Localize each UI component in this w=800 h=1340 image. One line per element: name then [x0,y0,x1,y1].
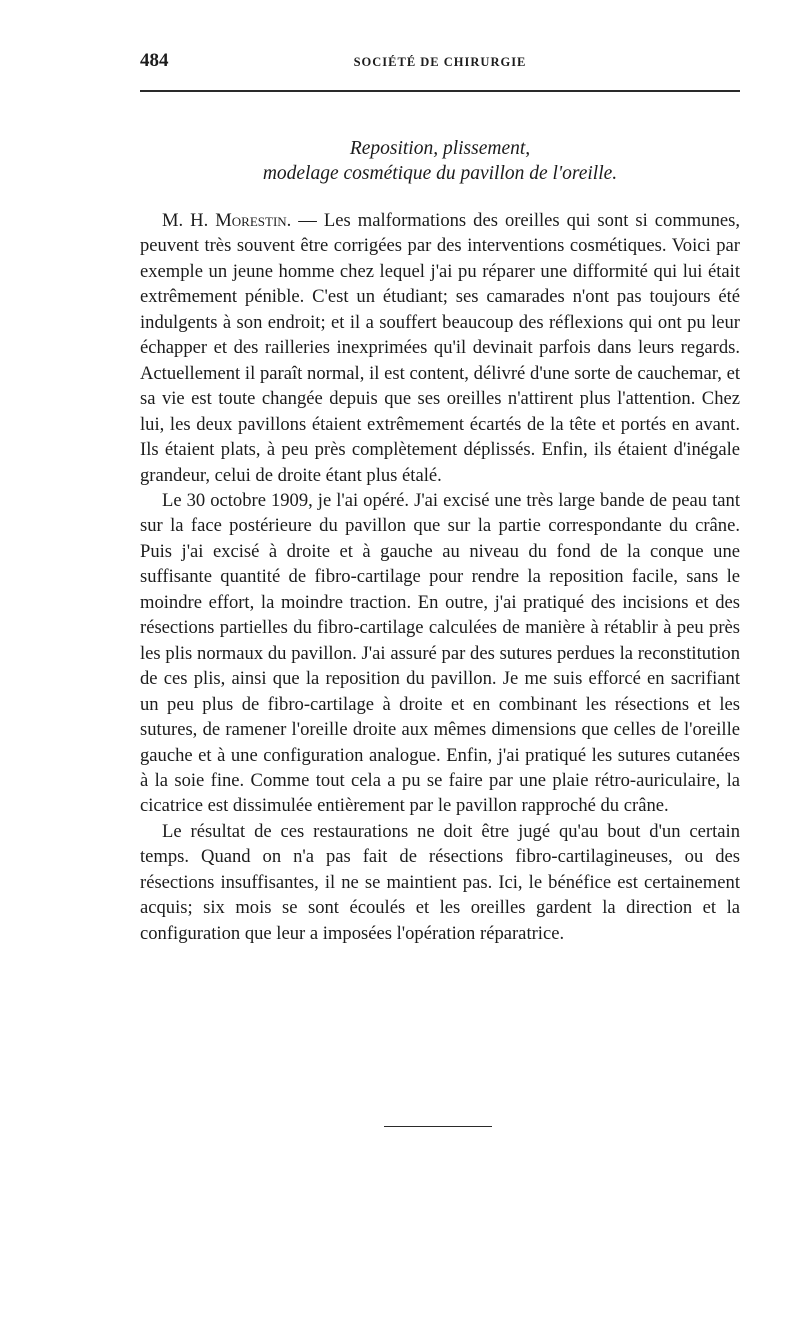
article-title-line-2: modelage cosmétique du pavillon de l'oreille. [262,163,618,184]
article-title [140,136,740,186]
author-name: M. H. Morestin. [162,210,292,231]
header-rule [140,90,740,92]
closing-rule [384,1126,492,1127]
running-head [140,50,740,84]
article-body [140,208,740,946]
paragraph-3: Le résultat de ces restaurations ne doit être jugé qu'au bout d'un certain temps. Quand on n'a pas fait de résections fibro-cartilagineuses, ou des résections insuffisantes, il ne se maintient pas. Ici, le bénéfice est certainement acquis; six mois se sont écoulés et les oreilles gardent la direction et la configuration que leur a imposées l'opération réparatrice. [140,820,740,944]
page-number: 484 [140,50,169,71]
paragraph-1-text: — Les malformations des oreilles qui sont si communes, peuvent très souvent être corrigées par des interventions cosmétiques. Voici par exemple un jeune homme chez lequel j'ai pu réparer une difformité qui lui était extrêmement pénible. C'est un étudiant; ses camarades n'ont pas toujours été indulgents à son endroit; et il a souffert beaucoup des réflexions qui ont pu leur échapper et des railleries inexprimées qu'il devinait parfois dans leurs regards. Actuellement il paraît normal, il est content, délivré d'une sorte de cauchemar, et sa vie est toute changée depuis que ses oreilles n'attirent plus l'attention. Chez lui, les deux pavillons étaient extrêmement écartés de la tête et portés en avant. Ils étaient plats, à peu près complètement déplissés. Enfin, ils étaient d'inégale grandeur, celui de droite étant plus étalé. [140,210,740,486]
paragraph-2: Le 30 octobre 1909, je l'ai opéré. J'ai excisé une très large bande de peau tant sur la face postérieure du pavillon que sur la partie correspondante du crâne. Puis j'ai excisé à droite et à gauche au niveau du fond de la conque une suffisante quantité de fibro-cartilage pour rendre la reposition facile, sans le moindre effort, la moindre traction. En outre, j'ai pratiqué des incisions et des résections partielles du fibro-cartilage calculées de manière à rétablir à peu près les plis normaux du pavillon. J'ai assuré par des sutures perdues la reconstitution de ces plis, ainsi que la reposition du pavillon. Je me suis efforcé en sacrifiant un peu plus de fibro-cartilage à droite et en combinant les résections et les sutures, de ramener l'oreille droite aux mêmes dimensions que celles de l'oreille gauche et à une configuration analogue. Enfin, j'ai pratiqué les sutures cutanées à la soie fine. Comme tout cela a pu se faire par une plaie rétro-auriculaire, la cicatrice est dissimulée entièrement par le pavillon rapproché du crâne. [140,489,740,817]
paragraph-1 [140,208,740,488]
journal-title: SOCIÉTÉ DE CHIRURGIE [353,55,527,69]
article-title-line-1: Reposition, plissement, [349,138,531,159]
